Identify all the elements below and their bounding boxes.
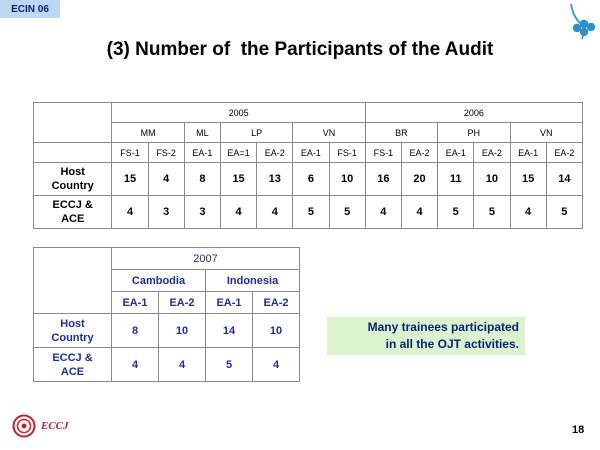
code-header: EA-1 [438, 143, 474, 163]
row-header-line: Host [60, 317, 85, 330]
value-cell: 15 [510, 163, 546, 196]
code-header: FS-1 [365, 143, 401, 163]
participants-table-2007 [33, 247, 300, 382]
value-cell: 6 [293, 163, 329, 196]
row-header-host-country [34, 314, 112, 348]
value-cell: 4 [112, 348, 159, 382]
year-header: 2006 [365, 103, 582, 123]
year-header: 2007 [112, 248, 300, 270]
country-header: BR [365, 123, 437, 143]
row-header-line: Host [60, 166, 85, 178]
value-cell: 4 [159, 348, 206, 382]
value-cell: 4 [257, 196, 293, 229]
value-cell: 10 [474, 163, 510, 196]
value-cell: 4 [253, 348, 300, 382]
value-cell: 5 [546, 196, 582, 229]
code-header: EA-2 [159, 292, 206, 314]
page-number: 18 [572, 424, 585, 436]
slide-tag: ECIN 06 [0, 0, 60, 18]
code-header: FS-1 [112, 143, 148, 163]
code-header: FS-1 [329, 143, 365, 163]
value-cell: 15 [112, 163, 148, 196]
row-header-line: ACE [60, 365, 85, 378]
row-header-line: ECCJ & [52, 199, 93, 211]
corner-cell [34, 143, 112, 163]
value-cell: 4 [510, 196, 546, 229]
value-cell: 10 [253, 314, 300, 348]
value-cell: 14 [206, 314, 253, 348]
row-header-eccj-ace [34, 196, 112, 229]
callout-line: in all the OJT activities. [385, 337, 519, 351]
callout-line: Many trainees participated [367, 320, 519, 334]
value-cell: 14 [546, 163, 582, 196]
value-cell: 5 [329, 196, 365, 229]
value-cell: 4 [401, 196, 437, 229]
value-cell: 5 [438, 196, 474, 229]
value-cell: 4 [148, 163, 184, 196]
row-header-line: Country [51, 331, 94, 344]
code-header: EA-1 [510, 143, 546, 163]
code-header: EA-2 [546, 143, 582, 163]
code-header: EA-2 [474, 143, 510, 163]
country-header: VN [510, 123, 583, 143]
corner-cell [34, 103, 112, 143]
code-header: EA-1 [293, 143, 329, 163]
value-cell: 4 [365, 196, 401, 229]
country-header: ML [184, 123, 220, 143]
value-cell: 10 [159, 314, 206, 348]
slide-title: (3) Number of the Participants of the Audit [106, 39, 494, 60]
code-header: EA-1 [184, 143, 220, 163]
row-header-line: ACE [61, 213, 85, 225]
clover-logo-icon [563, 2, 597, 40]
code-header: EA-1 [206, 292, 253, 314]
code-header: EA-1 [112, 292, 159, 314]
value-cell: 16 [365, 163, 401, 196]
row-header-eccj-ace [34, 348, 112, 382]
value-cell: 3 [184, 196, 220, 229]
value-cell: 5 [474, 196, 510, 229]
year-header: 2005 [112, 103, 365, 123]
country-header: Indonesia [206, 270, 300, 292]
value-cell: 8 [112, 314, 159, 348]
participants-table-2005-2006 [33, 102, 583, 229]
country-header: VN [293, 123, 365, 143]
value-cell: 5 [293, 196, 329, 229]
value-cell: 20 [401, 163, 437, 196]
country-header: PH [438, 123, 510, 143]
country-header: LP [220, 123, 292, 143]
corner-cell [34, 248, 112, 314]
value-cell: 4 [220, 196, 256, 229]
row-header-host-country [34, 163, 112, 196]
value-cell: 8 [184, 163, 220, 196]
eccj-logo-icon [12, 414, 36, 438]
value-cell: 13 [257, 163, 293, 196]
footer-logo-text: ECCJ [41, 420, 69, 432]
value-cell: 5 [206, 348, 253, 382]
row-header-line: ECCJ & [52, 351, 93, 364]
code-header: EA-2 [257, 143, 293, 163]
country-header: MM [112, 123, 184, 143]
value-cell: 4 [112, 196, 148, 229]
code-header: EA=1 [220, 143, 256, 163]
callout-note [327, 317, 525, 355]
value-cell: 10 [329, 163, 365, 196]
code-header: FS-2 [148, 143, 184, 163]
country-header: Cambodia [112, 270, 206, 292]
value-cell: 11 [438, 163, 474, 196]
value-cell: 3 [148, 196, 184, 229]
row-header-line: Country [51, 180, 94, 192]
code-header: EA-2 [253, 292, 300, 314]
code-header: EA-2 [401, 143, 437, 163]
value-cell: 15 [220, 163, 256, 196]
